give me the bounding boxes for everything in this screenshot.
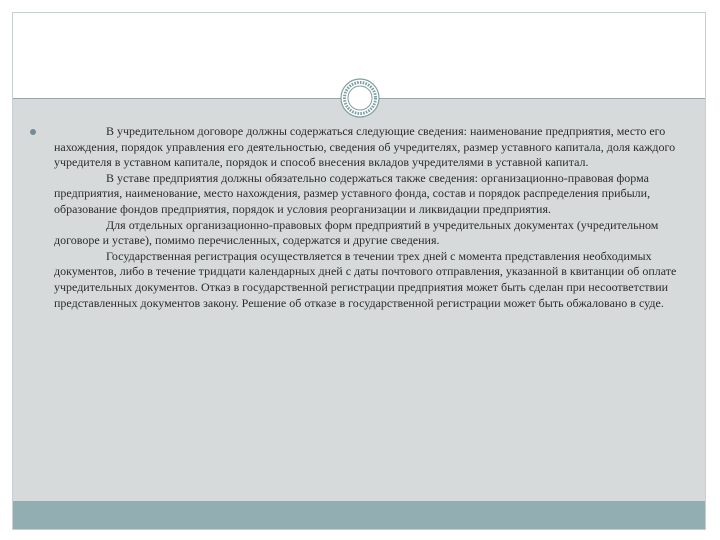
paragraph-charter: В уставе предприятия должны обязательно содержаться также сведения: организационно-правовая форма предприятия, наименование, место нахождения, размер уставного фонда, состав и порядок распределения прибыли, образование фондов предприятия, порядок и условия реорганизации и ликвидации предприятия.: [54, 170, 651, 216]
footer-bar: [13, 501, 705, 529]
paragraph-state-registration: Государственная регистрация осуществляется в течении трех дней с момента представления необходимых документов, либо в течение тридцати календарных дней с даты почтового отправления, указанной в квитанции об оплате учредительных документов. Отказ в государственной регистрации предприятия может быть сделан при несоответствии представленных документов закону. Решение об отказе в государственной регистрации может быть обжаловано в суде.: [54, 248, 677, 310]
paragraph-other-forms: Для отдельных организационно-правовых форм предприятий в учредительных документах (учредительном договоре и уставе), помимо перечисленных, содержатся и другие сведения.: [54, 217, 659, 248]
paragraph-founding-agreement: В учредительном договоре должны содержаться следующие сведения: наименование предприятия, место его нахождения, порядок управления его деятельностью, сведения об учредителях, размер уставного капитала, доля каждого учредителя в уставном капитале, порядок и способ внесения вкладов учредителями в уставной капитал.: [54, 124, 676, 170]
slide-body-text: [54, 124, 684, 311]
bullet-icon: [30, 129, 36, 135]
circular-ring-ornament-icon: [340, 78, 380, 118]
